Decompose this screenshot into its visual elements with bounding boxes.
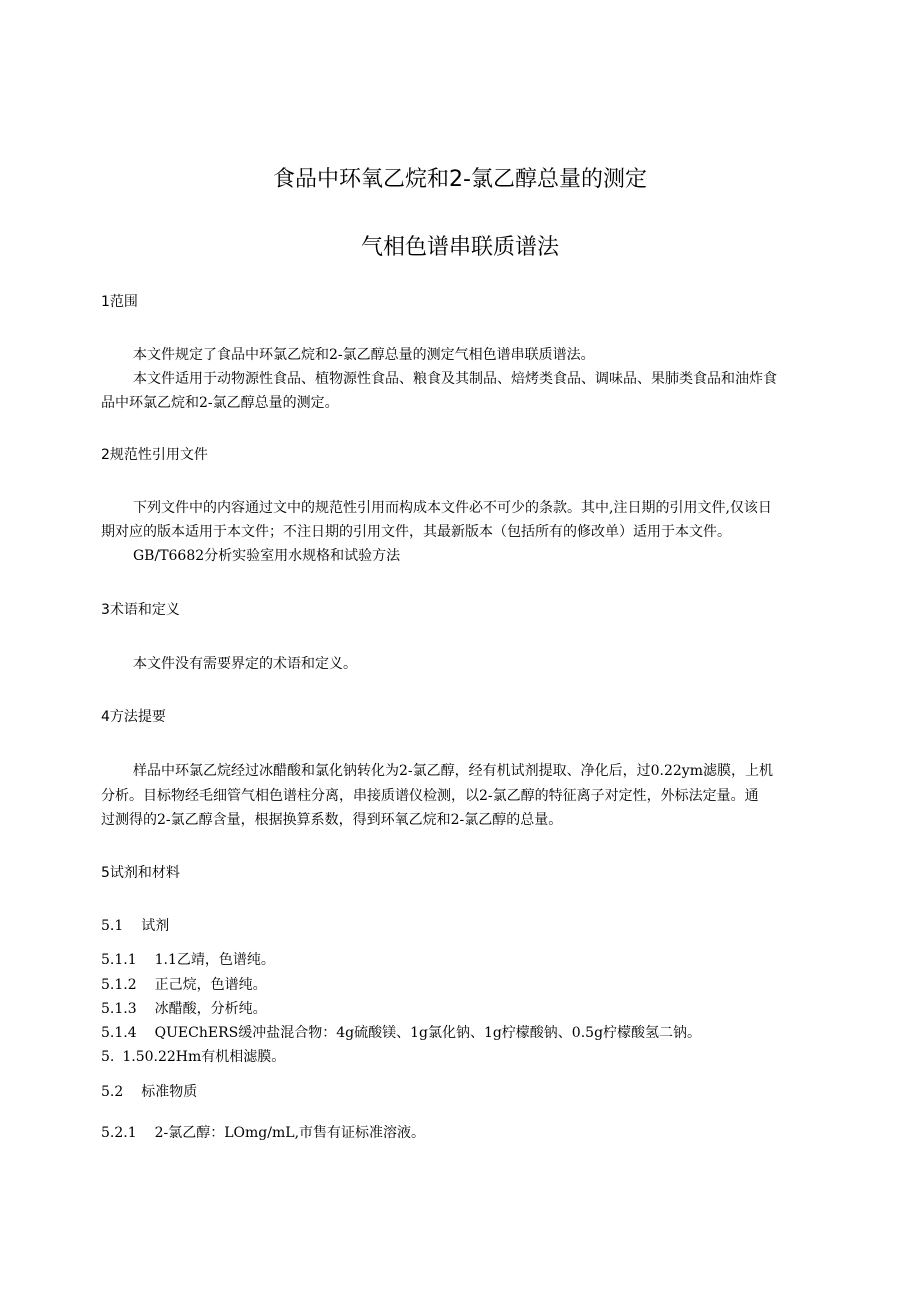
- item-number: 5.2.1: [101, 1125, 137, 1141]
- section-2-reference: GB/T6682分析实验室用水规格和试验方法: [133, 548, 401, 564]
- item-text: 1.50.22Hm有机相滤膜。: [122, 1049, 286, 1065]
- list-item: [101, 1000, 267, 1019]
- section-2-paragraph-1-line-2: 期对应的版本适用于本文件；不注日期的引用文件，其最新版本（包括所有的修改单）适用于本文件。: [101, 524, 731, 540]
- item-number: 5.1.4: [101, 1025, 137, 1041]
- section-4-line-2: 分析。目标物经毛细管气相色谱柱分离，串接质谱仪检测，以2-氯乙醇的特征离子对定性，外标法定量。通: [101, 788, 759, 804]
- list-item: [101, 1048, 285, 1067]
- section-3-paragraph-1: 本文件没有需要界定的术语和定义。: [133, 656, 357, 672]
- item-text: 2-氯乙醇：LOmg/mL,市售有证标准溶液。: [154, 1125, 426, 1141]
- section-5-1-heading: [101, 917, 169, 936]
- item-text: 正己烷，色谱纯。: [154, 977, 267, 993]
- item-number: 5.1.2: [101, 977, 137, 993]
- document-subtitle: 气相色谱串联质谱法: [360, 235, 559, 260]
- section-2-paragraph-1-line-1: 下列文件中的内容通过文中的规范性引用而构成本文件必不可少的条款。其中,注日期的引用文件,仅该日: [133, 500, 772, 516]
- list-item: [101, 1024, 701, 1043]
- section-text: 试剂: [141, 918, 170, 934]
- list-item: [101, 976, 267, 995]
- item-number: 5.: [101, 1049, 115, 1065]
- item-text: 冰醋酸，分析纯。: [154, 1001, 267, 1017]
- item-number: 5.1.3: [101, 1001, 137, 1017]
- section-1-paragraph-2-line-1: 本文件适用于动物源性食品、植物源性食品、粮食及其制品、焙烤类食品、调味品、果肺类食品和油炸食: [133, 371, 777, 387]
- item-number: 5.1.1: [101, 952, 137, 968]
- section-2-heading: 2规范性引用文件: [101, 447, 208, 463]
- section-1-paragraph-2-line-2: 品中环氯乙烷和2-氯乙醇总量的测定。: [101, 395, 339, 411]
- section-1-heading: 1范围: [101, 294, 138, 310]
- document-title: 食品中环氧乙烷和2-氯乙醇总量的测定: [273, 167, 647, 192]
- section-5-heading: 5试剂和材料: [101, 865, 180, 881]
- section-4-line-1: 样品中环氯乙烷经过冰醋酸和氯化钠转化为2-氯乙醇，经有机试剂提取、净化后，过0.22ym滤膜，上机: [133, 763, 773, 779]
- section-1-paragraph-1: 本文件规定了食品中环氯乙烷和2-氯乙醇总量的测定气相色谱串联质谱法。: [133, 347, 595, 363]
- section-5-2-heading: [101, 1083, 197, 1102]
- list-item: [101, 951, 275, 970]
- section-number: 5.1: [101, 918, 124, 934]
- section-number: 5.2: [101, 1084, 124, 1100]
- section-3-heading: 3术语和定义: [101, 602, 180, 618]
- section-4-heading: 4方法提要: [101, 709, 166, 725]
- section-4-line-3: 过测得的2-氯乙醇含量，根据换算系数，得到环氧乙烷和2-氯乙醇的总量。: [101, 812, 563, 828]
- section-text: 标准物质: [141, 1084, 198, 1100]
- item-text: QUEChERS缓冲盐混合物：4g硫酸镁、1g氯化钠、1g柠檬酸钠、0.5g柠檬酸氢二钠。: [154, 1025, 702, 1041]
- section-5-2-1-item: [101, 1124, 425, 1143]
- item-text: 1.1乙靖，色谱纯。: [154, 952, 275, 968]
